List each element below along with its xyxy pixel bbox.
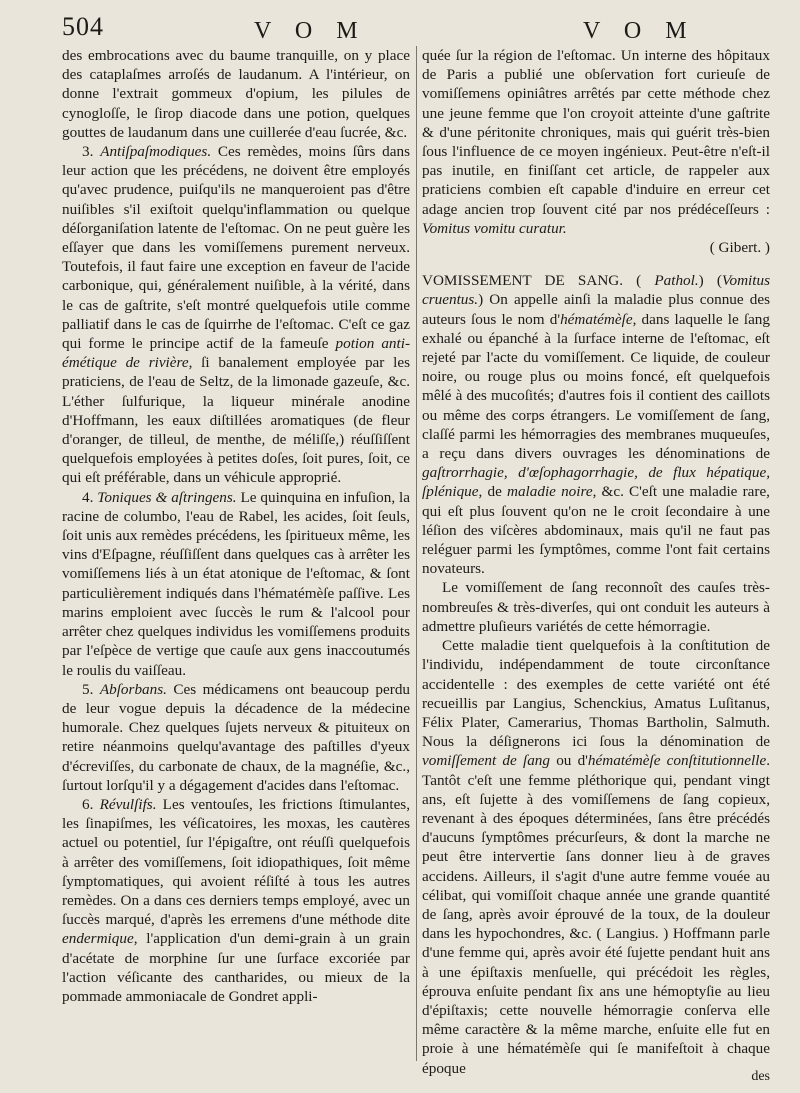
entry-heading-paragraph: VOMISSEMENT DE SANG. ( Pathol.) (Vomitus cruentus.) On appelle ainſi la maladie plus connue des auteurs ſous le nom d'hématémèſe, dans laquelle le ſang exhalé ou épanché à la ſurface interne de l'eſtomac, eſt rejeté par l'acte du vomiſſement. Ce liquide, de couleur noire, ou rouge plus ou moins foncé, eſt quelquefois mêlé à des mucoſités; d'autres fois il contient des caillots ou même des corps étrangers. Le vomiſſement de ſang, claſſé parmi les hémorragies des membranes muqueuſes, a reçu dans divers ouvrages les dénominations de gaſtrorrhagie, d'œſophagorrhagie, de flux hépatique, ſplénique, de maladie noire, &c. C'eſt une maladie rare, qui eſt plus ſouvent qu'on ne le croit ſecondaire à une léſion des viſcères abdominaux, mais qu'il ne faut pas reléguer parmi les ſymptômes, comme l'ont fait certains novateurs. xyxy=(422,272,770,578)
entry-heading: VOMISSEMENT DE SANG. xyxy=(422,272,624,290)
paragraph-text: Le quinquina en infuſion, la racine de columbo, l'eau de Rabel, les acides, ſoit ſeuls, ſoit unis aux remèdes précédens, les ſpiritueux même, les vins d'Eſpagne, réuſſiſſent dans quelques cas à arrêter les vomiſſemens liés à un état atonique de l'eſtomac, & ſont particulièrement indiqués dans l'hématémèſe paſſive. Les marins emploient avec ſuccès le rum & l'alcool pour arrêter chez quelques individus les vomiſſemens produits par l'eſpèce de vertige que cauſe aux gens inaccoutumés le roulis du vaiſſeau. xyxy=(62,488,410,679)
page-header xyxy=(58,10,794,44)
section-title: Antiſpaſmodiques. xyxy=(100,143,212,161)
italic-term: maladie noire xyxy=(506,483,593,501)
column-divider xyxy=(416,46,417,1061)
italic-term: Vomitus cruentus. xyxy=(422,272,770,309)
paragraph-text: Le vomiſſement de ſang reconnoît des cauſes très-nombreuſes & très-diverſes, qui ont conduit les auteurs à admettre pluſieurs variétés de cette hémorragie. xyxy=(422,579,770,635)
section-number: 6. xyxy=(82,795,94,813)
paragraph xyxy=(62,795,410,1006)
paragraph-text: , de xyxy=(478,483,507,501)
italic-term: vomiſſement de ſang xyxy=(422,752,550,770)
section-title: Toniques & aſtringens. xyxy=(97,488,237,506)
paragraph xyxy=(62,488,410,680)
italic-term: Pathol. xyxy=(654,272,699,290)
paragraph xyxy=(422,578,770,636)
paragraph-text: ou d' xyxy=(549,752,588,770)
section-number: 5. xyxy=(82,680,94,698)
paragraph xyxy=(62,142,410,488)
paragraph-text: des embrocations avec du baume tranquille, on y place des cataplaſmes arroſés de laudanum. A l'intérieur, on donne l'extrait gommeux d'opium, les pilules de cynogloſſe, le ſirop diacode dans une potion, quelques gouttes de laudanum dans une cuillerée d'eau ſucrée, &c. xyxy=(62,47,410,141)
page-number: 504 xyxy=(62,12,104,41)
paragraph xyxy=(62,46,410,142)
catchword: des xyxy=(751,1068,770,1084)
paragraph-text: Les ventouſes, les frictions ſtimulantes, les ſinapiſmes, les véſicatoires, les moxas, les cautères actuel ou potentiel, ſur l'épigaſtre, ont réuſſi quelquefois à arrêter des vomiſſemens, ſoit idiopathiques, ſoit même ſymptomatiques, qui avoient réſiſté à tous les autres remèdes. On a dans ces derniers temps employé, avec un ſuccès marqué, d'après les erremens d'une méthode dite xyxy=(62,795,410,929)
paragraph xyxy=(422,46,770,238)
section-title: Abſorbans. xyxy=(99,680,167,698)
section-title: Révulſifs. xyxy=(99,795,157,813)
paragraph-text: Cette maladie tient quelquefois à la conſtitution de l'individu, indépendamment de toute circonſtance accidentelle : des exemples de cette variété ont été recueillis par Langius, Schenckius, Amatus Luſitanus, Félix Plater, Camerarius, Thomas Bartholin, Salmuth. Nous la déſignerons ici ſous la dénomination de xyxy=(422,637,770,751)
paragraph-text: On appelle ainſi la maladie plus connue des auteurs ſous le nom d' xyxy=(422,291,770,328)
paragraph-text: , dans laquelle le ſang exhalé ou épanché à la ſurface interne de l'eſtomac, eſt rejeté par l'acte du vomiſſement. Ce liquide, de couleur noire, ou rouge plus ou moins foncé, eſt quelquefois mêlé à des mucoſités; d'autres fois il contient des caillots ou même des corps étrangers. Le vomiſſement de ſang, claſſé parmi les hémorragies des membranes muqueuſes, a reçu dans divers ouvrages les dénominations de xyxy=(422,310,770,463)
left-column xyxy=(62,46,410,1086)
paragraph-text: quée ſur la région de l'eſtomac. Un interne des hôpitaux de Paris a publié une obſervation fort curieuſe de vomiſſemens opiniâtres arrêtés par cette méthode chez une jeune femme que l'on croyoit atteinte d'une gaſtrite & d'une péritonite chroniques, mais qui guérit très-bien ſous l'influence de ce moyen ingénieux. Peut-être n'eſt-il pas inutile, en finiſſant cet article, de rappeler aux praticiens combien eſt capable d'induire en erreur cet adage ancien trop ſouvent cité par nos prédéceſſeurs : xyxy=(422,47,770,218)
paragraph-text: , &c. C'eſt une maladie rare, qui eſt plus ſouvent qu'on ne le croit ſecondaire à une léſion des viſcères abdominaux, mais qu'il ne faut pas reléguer parmi les ſymptômes, comme l'ont fait certains novateurs. xyxy=(422,483,770,578)
paragraph xyxy=(422,636,770,1078)
paragraph-text: . Tantôt c'eſt une femme pléthorique qui, pendant vingt ans, eſt ſujette à des vomiſſemens de ſang copieux, revenant à des époques déterminées, ſans être précédés d'aucuns ſymptômes précurſeurs, & dont la marche ne peut être intervertie ſans donner lieu à de graves accidens. Ailleurs, il s'agit d'une autre femme vouée au célibat, qui vomiſſoit chaque année une grande quantité de ſang, après avoir éprouvé de la toux, de la douleur dans les hypochondres, &c. ( Langius. ) Hoffmann parle d'une femme qui, après avoir été ſujette pendant huit ans à une épiſtaxis menſuelle, qui précédoit les règles, éprouva enſuite pendant ſix ans une hémoptyſie au lieu d'épiſtaxis; cette nouvelle hémorragie conſerva elle même caractère & la même marche, enſuite elle fut en proie à une hématémèſe qui ſe manifeſtoit à chaque époque xyxy=(422,752,770,1077)
author-signature: ( Gibert. ) xyxy=(709,239,770,257)
italic-term: Vomitus vomitu curatur. xyxy=(422,219,567,237)
paragraph-text: , l'application d'un demi-grain à un grain d'acétate de morphine ſur une ſurface excoriée par l'action véſicante des cantharides, ou mieux de la pommade ammoniacale de Gondret appli- xyxy=(62,930,410,1005)
running-head-left: V O M xyxy=(254,18,367,44)
italic-term: gaſtrorrhagie, d'œſophagorrhagie, de flux hépatique, ſplénique xyxy=(422,464,770,501)
paragraph-text: Ces médicamens ont beaucoup perdu de leur vogue depuis la décadence de la médecine humorale. Chez quelques ſujets nerveux & pituiteux on retire néanmoins quelqu'avantage des paſtilles d'yeux d'écreviſſes, du carbonate de chaux, de la magnéſie, &c., ſurtout lorſqu'il y a dégagement d'acides dans l'eſtomac. xyxy=(62,680,410,794)
italic-term: hématémèſe xyxy=(560,310,633,328)
paragraph-text: Ces remèdes, moins ſûrs dans leur action que les précédens, ne doivent être employés qu'avec prudence, puiſqu'ils ne manqueroient pas d'être nuiſibles s'il exiſtoit quelqu'inflammation ou quelque déſorganiſation latente de l'eſtomac. On ne peut guère les eſſayer que dans les vomiſſemens purement nerveux. Toutefois, il faut faire une exception en faveur de l'acide carbonique, qui, généralement nuiſible, à la vérité, dans le cas de gaſtrite, s'eſt montré quelquefois utile comme palliatif dans le cas de ſquirrhe de l'eſtomac. C'eſt ce gaz qui forme le principe actif de la fameuſe xyxy=(62,143,410,353)
italic-term: potion anti-émétique de rivière xyxy=(62,335,410,372)
paragraph-text: , ſi banalement employée par les praticiens, de l'eau de Seltz, de la limonade gazeuſe, &c. L'éther ſulfurique, la liqueur minérale anodine d'Hoffmann, les eaux diſtillées aromatiques (de fleur d'oranger, de tilleul, de menthe, de méliſſe,) réuſſiſſent quelquefois employées à petites doſes, ſoit pures, ſoit, ce qui eſt préférable, dans un véhicule approprié. xyxy=(62,354,410,487)
italic-term: hématémèſe conſtitutionnelle xyxy=(587,752,767,770)
running-head-right: V O M xyxy=(583,18,696,44)
section-number: 3. xyxy=(82,143,94,161)
italic-term: endermique xyxy=(62,930,134,948)
text-columns xyxy=(62,46,796,1086)
right-column xyxy=(422,46,770,1086)
section-number: 4. xyxy=(82,488,94,506)
paragraph xyxy=(62,680,410,795)
